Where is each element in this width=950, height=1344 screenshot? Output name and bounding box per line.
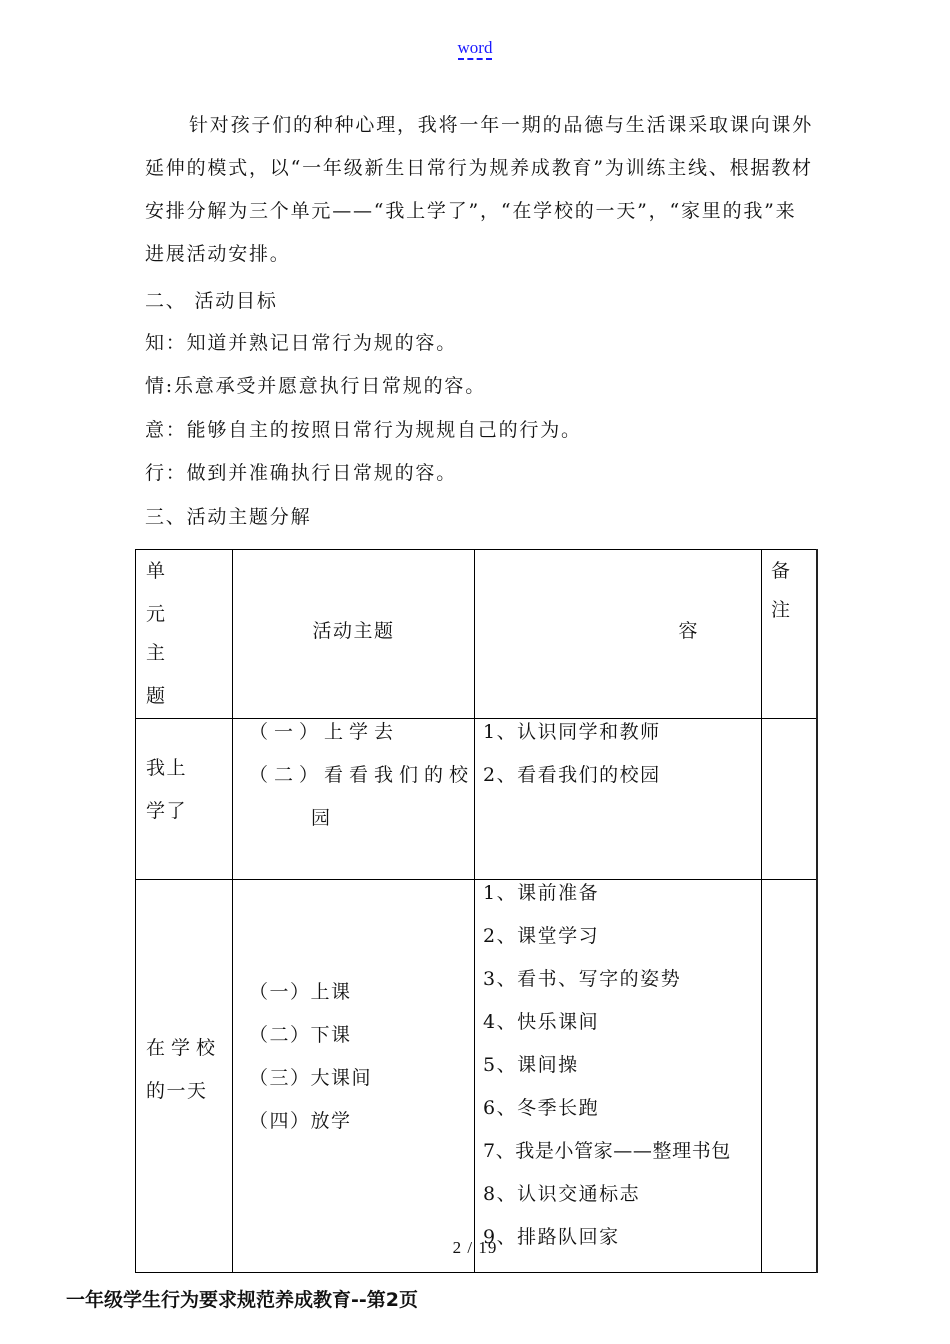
content-2-item: 7、我是小管家——整理书包 bbox=[483, 1140, 731, 1162]
goal-item-know: 知：知道并熟记日常行为规的容。 bbox=[145, 332, 458, 354]
content-cell-1 bbox=[475, 719, 762, 880]
theme-1-item: （二）看看我们的校 bbox=[249, 764, 475, 786]
header-content: 容 bbox=[475, 550, 762, 719]
table-row bbox=[136, 719, 817, 880]
header-unit-theme bbox=[136, 550, 233, 719]
theme-cell-1 bbox=[233, 719, 475, 880]
goal-item-will: 意：能够自主的按照日常行为规规自己的行为。 bbox=[145, 419, 582, 441]
header-remark-line2: 注 bbox=[771, 599, 792, 621]
table-header-row bbox=[136, 550, 817, 719]
unit-1-line1: 我上 bbox=[146, 757, 188, 779]
section2-heading: 二、 活动目标 bbox=[145, 290, 278, 312]
header-activity-theme: 活动主题 bbox=[233, 550, 475, 719]
theme-2-item: （二）下课 bbox=[249, 1024, 352, 1046]
unit-2-line2: 的一天 bbox=[146, 1080, 208, 1102]
document-header bbox=[0, 38, 950, 58]
activity-theme-table bbox=[135, 549, 818, 1273]
remark-cell-2 bbox=[762, 880, 817, 1273]
theme-cell-2 bbox=[233, 880, 475, 1273]
theme-2-item: （三）大课间 bbox=[249, 1067, 373, 1089]
theme-2-item: （四）放学 bbox=[249, 1110, 352, 1132]
header-remark bbox=[762, 550, 817, 719]
goal-item-act: 行：做到并准确执行日常规的容。 bbox=[145, 462, 458, 484]
section3-heading: 三、活动主题分解 bbox=[145, 506, 312, 528]
unit-1-line2: 学了 bbox=[146, 800, 188, 822]
content-2-item: 8、认识交通标志 bbox=[483, 1183, 641, 1205]
remark-cell-1 bbox=[762, 719, 817, 880]
content-2-item: 6、冬季长跑 bbox=[483, 1097, 600, 1119]
content-2-item: 5、课间操 bbox=[483, 1054, 579, 1076]
content-2-item: 3、看书、写字的姿势 bbox=[483, 968, 682, 990]
intro-paragraph: 针对孩子们的种种心理，我将一年一期的品德与生活课采取课向课外延伸的模式，以“一年级新生日常行为规养成教育”为训练主线、根据教材安排分解为三个单元——“我上学了”，“在学校的一天”，“家里的我”来进展活动安排。 bbox=[145, 114, 814, 265]
unit-2-line1: 在学校 bbox=[146, 1037, 222, 1059]
unit-cell-2 bbox=[136, 880, 233, 1273]
header-unit-line1: 单 元 bbox=[146, 560, 184, 625]
theme-1-item: （一）上学去 bbox=[249, 721, 400, 743]
theme-2-item: （一）上课 bbox=[249, 981, 352, 1003]
content-1-item: 1、认识同学和教师 bbox=[483, 721, 661, 743]
unit-cell-1 bbox=[136, 719, 233, 880]
table-row bbox=[136, 880, 817, 1273]
header-word-link[interactable]: word bbox=[458, 38, 493, 60]
header-remark-line1: 备 bbox=[771, 560, 792, 582]
content-cell-2 bbox=[475, 880, 762, 1273]
footer-document-title: 一年级学生行为要求规范养成教育--第2页 bbox=[66, 1289, 418, 1311]
header-unit-line2: 主 题 bbox=[146, 642, 184, 707]
page-number: 2 / 19 bbox=[452, 1238, 498, 1257]
goal-item-feel: 情:乐意承受并愿意执行日常规的容。 bbox=[145, 375, 487, 397]
content-2-item: 2、课堂学习 bbox=[483, 925, 600, 947]
content-2-item: 9、排路队回家 bbox=[483, 1226, 620, 1248]
content-2-item: 4、快乐课间 bbox=[483, 1011, 600, 1033]
content-1-item: 2、看看我们的校园 bbox=[483, 764, 661, 786]
content-2-item: 1、课前准备 bbox=[483, 882, 600, 904]
theme-1-item: 园 bbox=[311, 807, 332, 829]
